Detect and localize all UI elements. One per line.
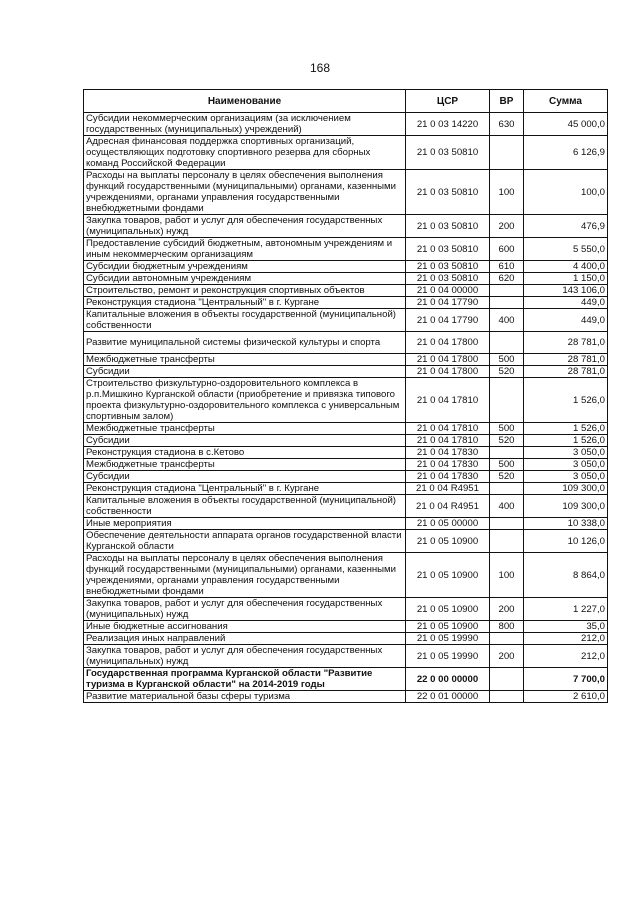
cell-csr: 21 0 04 17830 (406, 459, 490, 471)
cell-sum: 2 610,0 (524, 691, 608, 703)
cell-name: Закупка товаров, работ и услуг для обеспечения государственных (муниципальных) нужд (84, 215, 406, 238)
cell-vr: 400 (490, 495, 524, 518)
table-header-row (84, 90, 608, 113)
cell-vr (490, 297, 524, 309)
cell-sum: 1 150,0 (524, 273, 608, 285)
table-row (84, 285, 608, 297)
table-row (84, 691, 608, 703)
cell-sum: 476,9 (524, 215, 608, 238)
table-row (84, 598, 608, 621)
table-body (84, 113, 608, 703)
cell-csr: 21 0 04 17800 (406, 332, 490, 354)
cell-vr: 400 (490, 309, 524, 332)
cell-csr: 22 0 01 00000 (406, 691, 490, 703)
table-row (84, 170, 608, 215)
cell-sum: 28 781,0 (524, 332, 608, 354)
header-name: Наименование (84, 90, 406, 113)
cell-name: Капитальные вложения в объекты государственной (муниципальной) собственности (84, 309, 406, 332)
cell-name: Субсидии некоммерческим организациям (за исключением государственных (муниципальных) учреждений) (84, 113, 406, 136)
cell-sum: 3 050,0 (524, 459, 608, 471)
cell-vr (490, 483, 524, 495)
cell-vr (490, 668, 524, 691)
table-row (84, 459, 608, 471)
table-row (84, 645, 608, 668)
cell-name: Строительство, ремонт и реконструкция спортивных объектов (84, 285, 406, 297)
cell-csr: 21 0 05 00000 (406, 518, 490, 530)
cell-vr: 100 (490, 170, 524, 215)
cell-sum: 28 781,0 (524, 366, 608, 378)
cell-vr: 500 (490, 354, 524, 366)
table-row (84, 435, 608, 447)
cell-csr: 21 0 03 14220 (406, 113, 490, 136)
cell-csr: 21 0 05 10900 (406, 621, 490, 633)
cell-vr (490, 518, 524, 530)
cell-vr: 600 (490, 238, 524, 261)
cell-name: Иные бюджетные ассигнования (84, 621, 406, 633)
cell-vr: 610 (490, 261, 524, 273)
cell-vr: 200 (490, 645, 524, 668)
cell-vr: 200 (490, 598, 524, 621)
cell-vr: 500 (490, 459, 524, 471)
cell-name: Субсидии (84, 471, 406, 483)
cell-name: Предоставление субсидий бюджетным, автономным учреждениям и иным некоммерческим организациям (84, 238, 406, 261)
table-row (84, 378, 608, 423)
header-csr: ЦСР (406, 90, 490, 113)
cell-csr: 21 0 04 R4951 (406, 495, 490, 518)
table-row (84, 215, 608, 238)
cell-vr (490, 378, 524, 423)
table-row (84, 668, 608, 691)
table-row (84, 309, 608, 332)
cell-sum: 143 106,0 (524, 285, 608, 297)
budget-table (83, 89, 608, 703)
cell-sum: 1 526,0 (524, 378, 608, 423)
cell-sum: 8 864,0 (524, 553, 608, 598)
cell-sum: 4 400,0 (524, 261, 608, 273)
cell-csr: 22 0 00 00000 (406, 668, 490, 691)
cell-vr: 520 (490, 435, 524, 447)
cell-vr (490, 136, 524, 170)
cell-sum: 7 700,0 (524, 668, 608, 691)
cell-csr: 21 0 04 00000 (406, 285, 490, 297)
cell-vr: 800 (490, 621, 524, 633)
cell-csr: 21 0 04 17800 (406, 366, 490, 378)
cell-name: Обеспечение деятельности аппарата органов государственной власти Курганской области (84, 530, 406, 553)
table-row (84, 518, 608, 530)
cell-csr: 21 0 04 17830 (406, 447, 490, 459)
cell-csr: 21 0 05 10900 (406, 553, 490, 598)
cell-name: Межбюджетные трансферты (84, 423, 406, 435)
header-sum: Сумма (524, 90, 608, 113)
cell-sum: 10 338,0 (524, 518, 608, 530)
cell-sum: 6 126,9 (524, 136, 608, 170)
table-row (84, 483, 608, 495)
cell-csr: 21 0 03 50810 (406, 238, 490, 261)
cell-csr: 21 0 04 17810 (406, 423, 490, 435)
cell-vr: 200 (490, 215, 524, 238)
cell-vr: 500 (490, 423, 524, 435)
cell-sum: 3 050,0 (524, 447, 608, 459)
table-row (84, 423, 608, 435)
cell-csr: 21 0 04 17810 (406, 378, 490, 423)
cell-vr (490, 530, 524, 553)
cell-name: Субсидии бюджетным учреждениям (84, 261, 406, 273)
table-row (84, 113, 608, 136)
cell-name: Государственная программа Курганской области "Развитие туризма в Курганской области" на 2014-2019 годы (84, 668, 406, 691)
cell-name: Реконструкция стадиона "Центральный" в г. Кургане (84, 483, 406, 495)
table-row (84, 136, 608, 170)
cell-vr (490, 447, 524, 459)
table-row (84, 447, 608, 459)
cell-vr (490, 285, 524, 297)
cell-name: Иные мероприятия (84, 518, 406, 530)
cell-csr: 21 0 05 10900 (406, 598, 490, 621)
cell-sum: 5 550,0 (524, 238, 608, 261)
table-row (84, 354, 608, 366)
cell-csr: 21 0 04 17830 (406, 471, 490, 483)
cell-sum: 212,0 (524, 645, 608, 668)
cell-vr: 630 (490, 113, 524, 136)
cell-csr: 21 0 04 17790 (406, 297, 490, 309)
cell-sum: 1 526,0 (524, 423, 608, 435)
table-row (84, 633, 608, 645)
cell-sum: 3 050,0 (524, 471, 608, 483)
cell-csr: 21 0 03 50810 (406, 273, 490, 285)
cell-csr: 21 0 03 50810 (406, 136, 490, 170)
cell-sum: 109 300,0 (524, 483, 608, 495)
cell-vr: 520 (490, 366, 524, 378)
cell-name: Расходы на выплаты персоналу в целях обеспечения выполнения функций государственными (муниципальными) органами, казенными учреждениями, органами управления государственными внебюджетными фондами (84, 170, 406, 215)
cell-name: Реконструкция стадиона в с.Кетово (84, 447, 406, 459)
cell-csr: 21 0 03 50810 (406, 170, 490, 215)
cell-name: Закупка товаров, работ и услуг для обеспечения государственных (муниципальных) нужд (84, 645, 406, 668)
table-row (84, 530, 608, 553)
cell-sum: 100,0 (524, 170, 608, 215)
table-row (84, 261, 608, 273)
cell-name: Закупка товаров, работ и услуг для обеспечения государственных (муниципальных) нужд (84, 598, 406, 621)
table-row (84, 297, 608, 309)
cell-csr: 21 0 05 19990 (406, 645, 490, 668)
cell-name: Межбюджетные трансферты (84, 354, 406, 366)
cell-vr (490, 633, 524, 645)
cell-name: Субсидии (84, 366, 406, 378)
cell-name: Адресная финансовая поддержка спортивных организаций, осуществляющих подготовку спортивного резерва для сборных команд Российской Федерации (84, 136, 406, 170)
table-row (84, 332, 608, 354)
table-row (84, 553, 608, 598)
cell-name: Расходы на выплаты персоналу в целях обеспечения выполнения функций государственными (муниципальными) органами, казенными учреждениями, органами управления государственными внебюджетными фондами (84, 553, 406, 598)
cell-vr (490, 691, 524, 703)
table-row (84, 366, 608, 378)
cell-name: Строительство физкультурно-оздоровительного комплекса в р.п.Мишкино Курганской области (приобретение и привязка типового проекта физкультурно-оздоровительного комплекса с универсальным спортивным залом) (84, 378, 406, 423)
cell-sum: 212,0 (524, 633, 608, 645)
cell-name: Развитие муниципальной системы физической культуры и спорта (84, 332, 406, 354)
cell-sum: 28 781,0 (524, 354, 608, 366)
cell-csr: 21 0 03 50810 (406, 215, 490, 238)
cell-csr: 21 0 04 R4951 (406, 483, 490, 495)
table-row (84, 273, 608, 285)
cell-csr: 21 0 04 17790 (406, 309, 490, 332)
cell-vr (490, 332, 524, 354)
cell-name: Субсидии автономным учреждениям (84, 273, 406, 285)
table-row (84, 495, 608, 518)
cell-name: Капитальные вложения в объекты государственной (муниципальной) собственности (84, 495, 406, 518)
table-row (84, 238, 608, 261)
cell-name: Субсидии (84, 435, 406, 447)
cell-sum: 449,0 (524, 297, 608, 309)
header-vr: ВР (490, 90, 524, 113)
cell-vr: 620 (490, 273, 524, 285)
cell-vr: 520 (490, 471, 524, 483)
cell-csr: 21 0 05 10900 (406, 530, 490, 553)
cell-name: Развитие материальной базы сферы туризма (84, 691, 406, 703)
cell-sum: 35,0 (524, 621, 608, 633)
cell-sum: 10 126,0 (524, 530, 608, 553)
cell-sum: 109 300,0 (524, 495, 608, 518)
cell-sum: 1 227,0 (524, 598, 608, 621)
cell-name: Межбюджетные трансферты (84, 459, 406, 471)
cell-name: Реконструкция стадиона "Центральный" в г. Кургане (84, 297, 406, 309)
table-row (84, 471, 608, 483)
page-number: 168 (309, 61, 331, 75)
cell-csr: 21 0 04 17800 (406, 354, 490, 366)
cell-csr: 21 0 04 17810 (406, 435, 490, 447)
cell-name: Реализация иных направлений (84, 633, 406, 645)
cell-sum: 45 000,0 (524, 113, 608, 136)
cell-csr: 21 0 03 50810 (406, 261, 490, 273)
cell-vr: 100 (490, 553, 524, 598)
cell-csr: 21 0 05 19990 (406, 633, 490, 645)
cell-sum: 1 526,0 (524, 435, 608, 447)
cell-sum: 449,0 (524, 309, 608, 332)
table-row (84, 621, 608, 633)
